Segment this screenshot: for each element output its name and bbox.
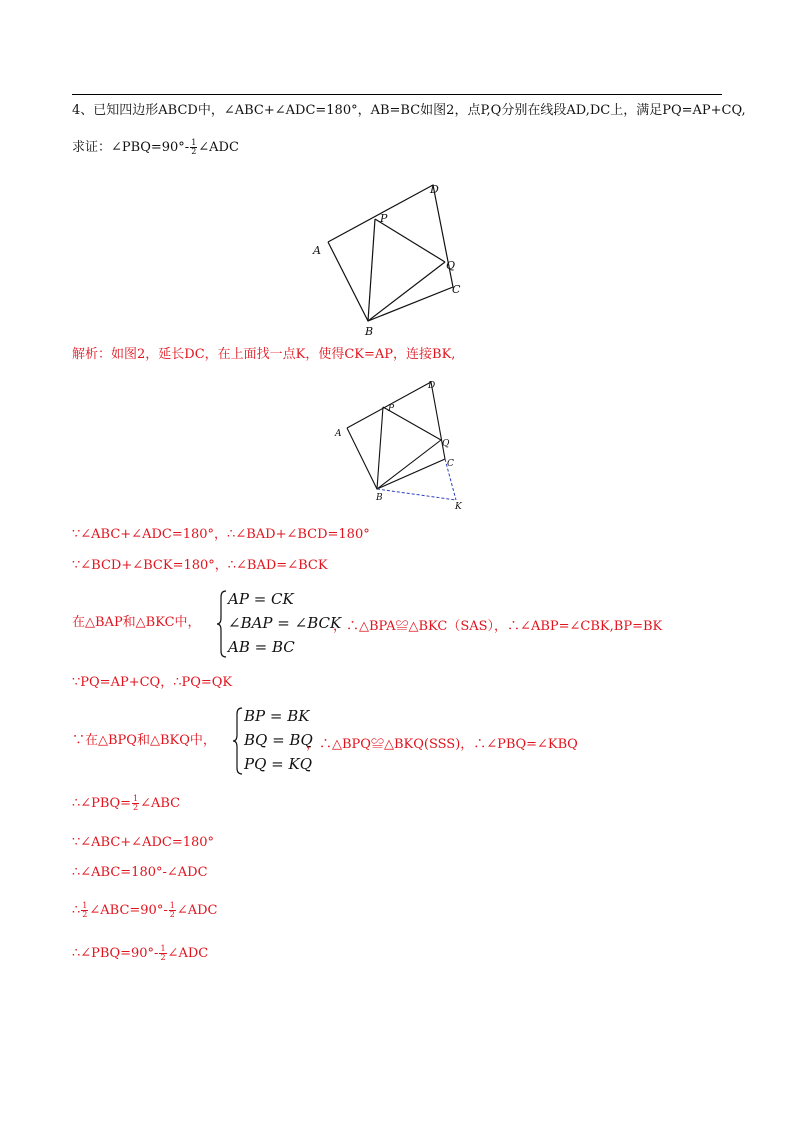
fig1-label-Q: Q	[446, 259, 456, 272]
fig2-label-P: P	[388, 404, 395, 414]
system-2-eq-3: PQ = KQ	[244, 755, 312, 773]
figure-1-quadrilateral	[300, 178, 480, 340]
proof-step-2: ∵∠BCD+∠BCK=180°，∴∠BAD=∠BCK	[72, 558, 328, 573]
proof-step-9: ∴ $\frac{1}{2}$ ∠ABC=90°- $\frac{1}{2}$ ∠ADC	[72, 901, 218, 919]
system-2-eq-2: BQ = BQ	[244, 731, 313, 749]
system-2-eq-1: BP = BK	[244, 707, 310, 725]
proof-step-6: ∴∠PBQ= $\frac{1}{2}$ ∠ABC	[72, 794, 181, 812]
header-rule	[72, 94, 722, 95]
system-1-eq-2: ∠BAP = ∠BCK	[228, 614, 342, 632]
system-1-brace	[216, 589, 228, 659]
system-2-brace	[232, 706, 244, 776]
proof-step-5-conclusion: ，∴△BPQ≌△BKQ(SSS)，∴∠PBQ=∠KBQ	[306, 737, 578, 752]
problem-goal: 求证：∠PBQ=90°- $\frac{1}{2}$ ∠ADC	[72, 138, 239, 156]
proof-step-5-prefix: ∵在△BPQ和△BKQ中，	[72, 733, 216, 748]
proof-step-4: ∵PQ=AP+CQ，∴PQ=QK	[72, 675, 233, 690]
analysis-intro: 解析：如图2，延长DC，在上面找一点K，使得CK=AP，连接BK,	[72, 347, 456, 362]
proof-step-10: ∴∠PBQ=90°- $\frac{1}{2}$ ∠ADC	[72, 944, 209, 962]
fig2-label-A: A	[335, 429, 342, 439]
fig2-label-Q: Q	[442, 439, 450, 449]
problem-statement: 4、已知四边形ABCD中，∠ABC+∠ADC=180°，AB=BC如图2，点P,Q分别在线段AD,DC上，满足PQ=AP+CQ,	[72, 103, 746, 118]
fig1-label-B: B	[365, 325, 374, 338]
proof-step-3-prefix: 在△BAP和△BKC中，	[72, 615, 201, 630]
fig1-label-P: P	[380, 212, 388, 225]
system-1-eq-1: AP = CK	[228, 590, 294, 608]
fig2-label-K: K	[455, 502, 462, 512]
proof-step-1: ∵∠ABC+∠ADC=180°，∴∠BAD+∠BCD=180°	[72, 527, 370, 542]
proof-step-7: ∵∠ABC+∠ADC=180°	[72, 835, 215, 850]
fig2-label-B: B	[376, 493, 383, 503]
fraction-half: $\frac{1}{2}$	[191, 138, 197, 156]
proof-step-8: ∴∠ABC=180°-∠ADC	[72, 865, 208, 880]
fig1-label-A: A	[313, 244, 321, 257]
proof-step-3-conclusion: ，∴△BPA≌△BKC（SAS），∴∠ABP=∠CBK,BP=BK	[333, 619, 663, 634]
fig2-label-D: D	[428, 381, 436, 391]
fig1-label-D: D	[430, 183, 439, 196]
figure-2-quadrilateral-extended	[330, 376, 470, 512]
fig2-label-C: C	[447, 459, 454, 469]
fig1-label-C: C	[452, 283, 461, 296]
system-1-eq-3: AB = BC	[228, 638, 295, 656]
